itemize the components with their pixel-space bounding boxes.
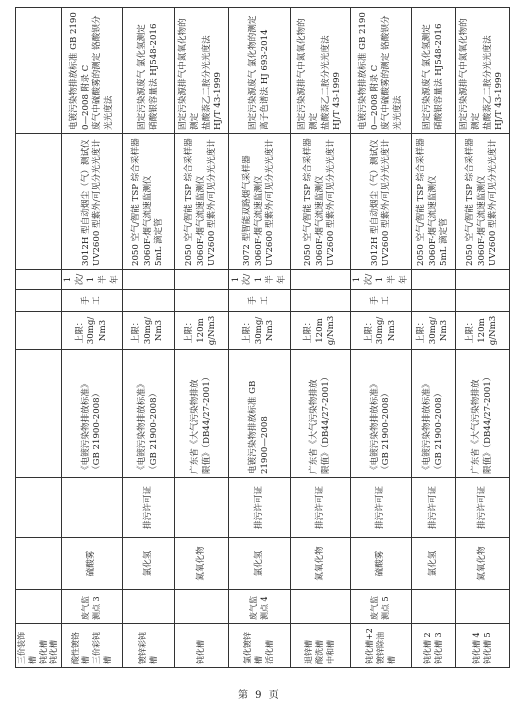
cell-limit-line: 30mg/Nm3 <box>253 316 276 345</box>
cell-limit-line: 上限： <box>131 317 142 344</box>
cell-area <box>351 624 412 668</box>
cell-analysis-method-line: 固定污染源排气中氮氧化物的测定 <box>297 18 320 130</box>
cell-standard-line: 广东省《大气污染物排放 <box>190 379 201 474</box>
cell-area-line: 镀锌除油槽 <box>375 632 396 664</box>
cell-limit-line: 120mg/Nm3 <box>314 315 337 346</box>
cell-analysis-method <box>456 8 510 134</box>
cell-equipment-line: 3060F-烟气流速监测仪 <box>314 175 325 266</box>
cell-pollutant: 硫酸雾 <box>62 538 123 590</box>
cell-method <box>175 290 229 312</box>
table-row <box>62 8 123 668</box>
cell-pollutant: 氯化氢 <box>229 538 291 590</box>
cell-area <box>16 624 62 668</box>
cell-equipment-line: 3012H 型自动烟尘（气）测试仪 <box>369 139 380 266</box>
cell-equipment <box>16 134 62 270</box>
page-number: 第 9 页 <box>238 690 281 701</box>
cell-area-line: 钝化槽 3 <box>433 632 443 664</box>
cell-method <box>16 290 62 312</box>
cell-analysis-method-line: 固定污染源废气 氯化物的测定 <box>248 15 259 130</box>
cell-limit-line: 120mg/Nm3 <box>195 315 218 346</box>
cell-permit: 排污许可证 <box>412 478 456 538</box>
cell-equipment <box>229 134 291 270</box>
cell-standard-line: （GB 21900-2008） <box>92 388 103 474</box>
cell-analysis-method-line: 固定污染源排气中氮氧化物的测定 <box>459 18 482 130</box>
cell-equipment-line: 3060F-烟气流速监测仪 <box>142 175 153 266</box>
table-body <box>16 8 510 668</box>
cell-area-line: 退锌槽 <box>304 640 314 664</box>
cell-frequency <box>16 270 62 290</box>
cell-standard-line: 《电镀污染物排放标准》 <box>369 379 380 474</box>
cell-analysis-method-line: 固定污染源废气 氯化氢测定 <box>137 24 148 130</box>
cell-standard-line: 电镀污染物排放标准 GB <box>248 380 259 474</box>
cell-monitoring-point: 废气监测点 3 <box>62 590 123 624</box>
cell-area-line: 酸洗槽 <box>315 640 325 664</box>
cell-equipment-line: UV2600 型紫外/可见分光光度计 <box>381 139 392 266</box>
cell-area-line: 钝化槽 2 <box>422 632 432 664</box>
cell-standard-line: （GB 21900-2008） <box>433 388 444 474</box>
cell-frequency: 1 次/1 半年 <box>62 270 123 290</box>
cell-equipment-line: 3012H 型自动烟尘（气）测试仪 <box>80 139 91 266</box>
cell-equipment <box>175 134 229 270</box>
cell-limit-line: 30mg/Nm3 <box>142 316 165 345</box>
cell-equipment <box>351 134 412 270</box>
cell-equipment <box>123 134 175 270</box>
cell-standard <box>16 350 62 478</box>
cell-analysis-method <box>16 8 62 134</box>
cell-analysis-method <box>412 8 456 134</box>
cell-area-line: 三价彩钝槽 <box>92 632 112 664</box>
cell-pollutant: 氮氧化物 <box>456 538 510 590</box>
rotated-table-container <box>15 8 505 668</box>
cell-analysis-method-line: HJ/T 43-1999 <box>494 71 505 130</box>
cell-standard-line: 广东省《大气污染物排放 <box>471 379 482 474</box>
cell-standard-line: 21900—2008 <box>259 416 270 474</box>
cell-pollutant: 氯化氢 <box>123 538 175 590</box>
cell-equipment-line: 3060F-烟气流速监测仪 <box>476 175 487 266</box>
cell-limit <box>229 312 291 350</box>
cell-method: 手工 <box>229 290 291 312</box>
cell-limit <box>123 312 175 350</box>
table-row <box>456 8 510 668</box>
cell-equipment-line: 2050 空气/智能 TSP 综合采样器 <box>303 138 314 266</box>
cell-equipment-line: 2050 空气/智能 TSP 综合采样器 <box>416 138 427 266</box>
cell-frequency <box>412 270 456 290</box>
table-row <box>229 8 291 668</box>
cell-analysis-method-line: 硝酸银容量法 HJ548-2016 <box>433 23 444 130</box>
cell-limit <box>351 312 412 350</box>
cell-area <box>62 624 123 668</box>
table-viewport <box>15 8 505 668</box>
cell-area-line: 钝化槽 5 <box>482 632 492 664</box>
table-row <box>16 8 62 668</box>
cell-limit-line: 上限： <box>416 317 427 344</box>
cell-standard <box>62 350 123 478</box>
cell-analysis-method <box>229 8 291 134</box>
cell-permit: 排污许可证 <box>291 478 351 538</box>
cell-analysis-method <box>123 8 175 134</box>
cell-analysis-method-line: 电镀污染物排放标准 GB 21900—2008 附录 C <box>357 12 380 130</box>
cell-monitoring-point: 废气监测点 5 <box>351 590 412 624</box>
cell-area-line: 钝化槽 4 <box>471 632 481 664</box>
table-row <box>412 8 456 668</box>
cell-permit: 排污许可证 <box>351 478 412 538</box>
cell-limit-line: 上限： <box>74 317 85 344</box>
cell-area-line: 钝化槽+2 <box>364 628 374 664</box>
cell-equipment-line: 3060F-烟气流速监测仪 <box>427 175 438 266</box>
cell-method <box>456 290 510 312</box>
cell-limit-line: 上限： <box>465 317 476 344</box>
cell-equipment <box>291 134 351 270</box>
cell-equipment <box>456 134 510 270</box>
cell-permit <box>175 478 229 538</box>
cell-equipment-line: 2050 空气/智能 TSP 综合采样器 <box>184 138 195 266</box>
table-row <box>123 8 175 668</box>
cell-method <box>412 290 456 312</box>
cell-equipment-line: UV2600 型紫外/可见分光光度计 <box>326 139 337 266</box>
cell-standard-line: 限值》（DB44/27-2001） <box>320 372 331 474</box>
cell-method: 手工 <box>351 290 412 312</box>
cell-standard-line: 限值》（DB44/27-2001） <box>482 372 493 474</box>
cell-area-line: 氯化镀锌槽 <box>243 632 264 664</box>
cell-frequency <box>175 270 229 290</box>
cell-analysis-method-line: 废气中硫酸雾的测定 铬酸钡分光光度法 <box>92 15 114 130</box>
cell-frequency: 1 次/1 半年 <box>229 270 291 290</box>
cell-standard-line: 《电镀污染物排放标准》 <box>80 379 91 474</box>
cell-limit <box>62 312 123 350</box>
cell-standard <box>456 350 510 478</box>
cell-limit-line: 30mg/Nm3 <box>86 316 108 345</box>
cell-pollutant: 硫酸雾 <box>351 538 412 590</box>
cell-permit: 排污许可证 <box>123 478 175 538</box>
cell-area-line: 酸性镀铬槽 <box>70 632 91 664</box>
cell-analysis-method <box>175 8 229 134</box>
cell-analysis-method-line: HJ/T 43-1999 <box>213 71 224 130</box>
cell-equipment-line: UV2600 型紫外/可见分光光度计 <box>92 139 103 266</box>
cell-standard <box>229 350 291 478</box>
cell-monitoring-point <box>175 590 229 624</box>
cell-analysis-method-line: 硝酸银容量法 HJ548-2016 <box>148 23 159 130</box>
cell-limit <box>456 312 510 350</box>
cell-analysis-method-line: 盐酸萘乙二胺分光光度法 <box>482 35 493 130</box>
cell-limit-line: 120mg/Nm3 <box>476 315 499 346</box>
cell-area <box>123 624 175 668</box>
cell-monitoring-point <box>456 590 510 624</box>
monitoring-table <box>15 7 510 668</box>
cell-limit-line: 30mg/Nm3 <box>427 316 450 345</box>
cell-pollutant: 氮氧化物 <box>175 538 229 590</box>
cell-limit <box>16 312 62 350</box>
cell-method <box>123 290 175 312</box>
cell-permit <box>62 478 123 538</box>
cell-analysis-method <box>291 8 351 134</box>
cell-analysis-method <box>351 8 412 134</box>
cell-standard <box>175 350 229 478</box>
cell-area-line: 钝化槽 <box>38 640 48 664</box>
table-row <box>291 8 351 668</box>
cell-limit <box>291 312 351 350</box>
cell-standard-line: （GB 21900-2008） <box>381 388 392 474</box>
cell-standard <box>351 350 412 478</box>
cell-analysis-method-line: 固定污染源废气 氯化氢测定 <box>422 24 433 130</box>
cell-limit-line: 上限： <box>184 317 195 344</box>
cell-equipment-line: 3060F-烟气流速监测仪 <box>195 175 206 266</box>
cell-area <box>175 624 229 668</box>
cell-equipment-line: UV2600 型紫外/可见分光光度计 <box>265 139 276 266</box>
cell-frequency <box>291 270 351 290</box>
cell-area <box>291 624 351 668</box>
cell-limit <box>175 312 229 350</box>
cell-standard-line: 广东省《大气污染物排放 <box>309 379 320 474</box>
cell-pollutant <box>16 538 62 590</box>
cell-standard-line: 《电镀污染物排放标准》 <box>422 379 433 474</box>
cell-analysis-method-line: 盐酸萘乙二胺分光光度法 <box>320 35 331 130</box>
cell-analysis-method <box>62 8 123 134</box>
cell-area <box>229 624 291 668</box>
cell-limit-line: 上限： <box>303 317 314 344</box>
table-row <box>175 8 229 668</box>
cell-analysis-method-line: 盐酸萘乙二胺分光光度法 <box>201 35 212 130</box>
cell-equipment-line: 5mL 滴定管 <box>439 218 450 266</box>
cell-method: 手工 <box>62 290 123 312</box>
cell-equipment-line: 2050 空气/智能 TSP 综合采样器 <box>465 138 476 266</box>
cell-equipment <box>62 134 123 270</box>
cell-equipment <box>412 134 456 270</box>
cell-standard <box>123 350 175 478</box>
cell-limit-line: 30mg/Nm3 <box>375 316 397 345</box>
cell-analysis-method-line: 离子色谱法 HJ 693-2014 <box>259 29 270 130</box>
cell-standard-line: 限值》（DB44/27-2001） <box>201 372 212 474</box>
cell-standard-line: （GB 21900-2008） <box>148 388 159 474</box>
cell-area-line: 活化槽 <box>265 640 275 664</box>
cell-monitoring-point <box>123 590 175 624</box>
cell-equipment-line: 5mL 滴定管 <box>154 218 165 266</box>
cell-monitoring-point <box>412 590 456 624</box>
cell-equipment-line: UV2600 型紫外/可见分光光度计 <box>207 139 218 266</box>
cell-area-line: 钝化槽 <box>196 640 206 664</box>
cell-analysis-method-line: 废气中硫酸雾的测定 铬酸钡分光光度法 <box>381 15 403 130</box>
cell-method <box>291 290 351 312</box>
cell-pollutant: 氯化氢 <box>412 538 456 590</box>
cell-permit: 排污许可证 <box>456 478 510 538</box>
cell-monitoring-point <box>291 590 351 624</box>
cell-equipment-line: UV2600 型紫外/可见分光光度计 <box>488 139 499 266</box>
cell-area-line: 镀锌彩钝槽 <box>137 632 158 664</box>
cell-frequency <box>456 270 510 290</box>
cell-analysis-method-line: 电镀污染物排放标准 GB 21900—2008 附录 C <box>68 12 91 130</box>
cell-area-line: 钝化槽 <box>49 640 59 664</box>
cell-limit-line: 上限： <box>363 317 374 344</box>
cell-monitoring-point <box>16 590 62 624</box>
cell-limit-line: 上限： <box>242 317 253 344</box>
cell-pollutant: 氮氧化物 <box>291 538 351 590</box>
cell-equipment-line: 3072 型智能双路烟气采样器 <box>242 155 253 266</box>
cell-standard <box>291 350 351 478</box>
cell-area <box>456 624 510 668</box>
cell-equipment-line: 3060F-烟气流速监测仪 <box>253 175 264 266</box>
cell-frequency: 1 次/1 半年 <box>351 270 412 290</box>
cell-analysis-method-line: 固定污染源排气中氮氧化物的测定 <box>178 18 201 130</box>
cell-permit <box>16 478 62 538</box>
table-row <box>351 8 412 668</box>
cell-standard <box>412 350 456 478</box>
cell-equipment-line: 2050 空气/智能 TSP 综合采样器 <box>131 138 142 266</box>
cell-area <box>412 624 456 668</box>
cell-area-line: 三价装饰槽 <box>17 632 37 664</box>
cell-analysis-method-line: HJ/T 43-1999 <box>332 71 343 130</box>
cell-permit: 排污许可证 <box>229 478 291 538</box>
cell-standard-line: 《电镀污染物排放标准》 <box>137 379 148 474</box>
cell-limit <box>412 312 456 350</box>
cell-frequency <box>123 270 175 290</box>
cell-monitoring-point: 废气监测点 4 <box>229 590 291 624</box>
cell-area-line: 中和槽 <box>326 640 336 664</box>
